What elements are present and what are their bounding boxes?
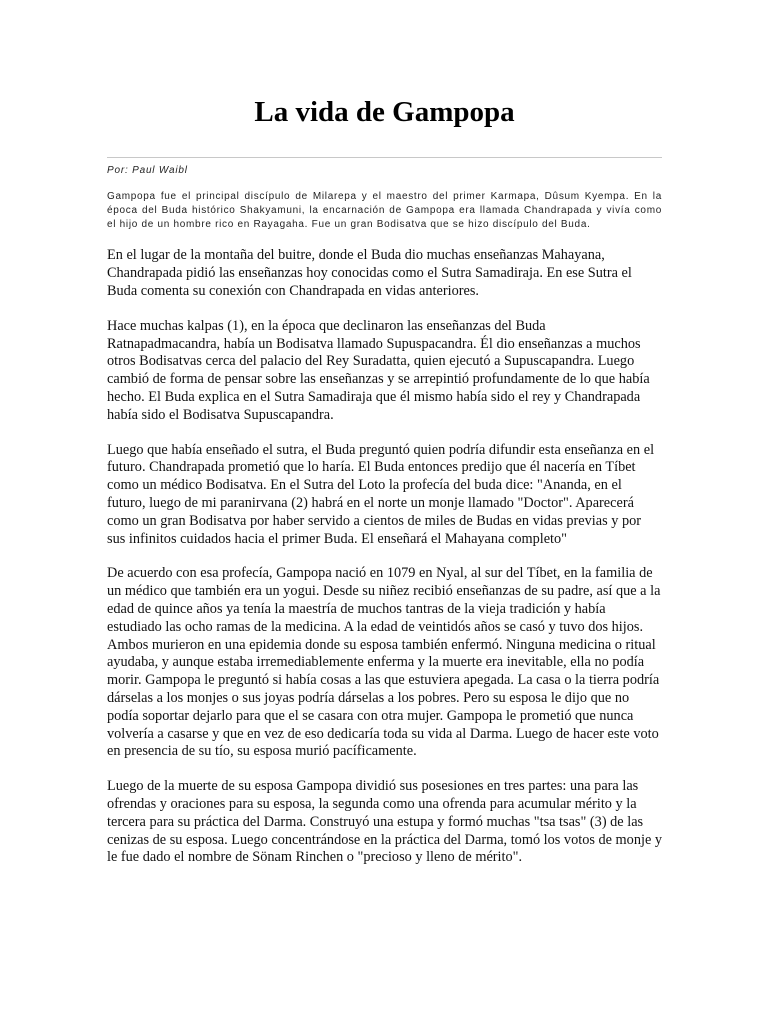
title-divider <box>107 157 662 158</box>
body-paragraph: En el lugar de la montaña del buitre, donde el Buda dio muchas enseñanzas Mahayana, Chandrapada pidió las enseñanzas hoy conocidas como el Sutra Samadiraja. En ese Sutra el Buda comenta su conexión con Chandrapada en vidas anteriores. <box>107 247 632 299</box>
document-page <box>107 0 662 867</box>
author-byline: Por: Paul Waibl <box>107 165 188 176</box>
page-title: La vida de Gampopa <box>254 96 515 128</box>
body-paragraph: Luego de la muerte de su esposa Gampopa dividió sus posesiones en tres partes: una para las ofrendas y oraciones para su esposa, la segunda como una ofrenda para acumular mérito y la tercera para su práctica del Darma. Construyó una estupa y formó muchas "tsa tsas" (3) de las cenizas de su esposa. Luego concentrándose en la práctica del Darma, tomó los votos de monje y le fue dado el nombre de Sönam Rinchen o "precioso y lleno de mérito". <box>107 778 663 866</box>
body-paragraph: Hace muchas kalpas (1), en la época que declinaron las enseñanzas del Buda Ratnapadmacandra, había un Bodisatva llamado Supuspacandra. Él dio enseñanzas a muchos otros Bodisatvas cerca del palacio del Rey Suradatta, quien ejecutó a Supuscapandra. Luego cambió de forma de pensar sobre las enseñanzas y se arrepintió profundamente de lo que había hecho. El Buda explica en el Sutra Samadiraja que él mismo había sido el rey y Chandrapada había sido el Bodisatva Supuscapandra. <box>107 317 650 423</box>
summary-paragraph: Gampopa fue el principal discípulo de Milarepa y el maestro del primer Karmapa, Dûsum Kyempa. En la época del Buda histórico Shakyamuni, la encarnación de Gampopa era llamada Chandrapada y vivía como el hijo de un hombre rico en Rayagaha. Fue un gran Bodisatva que se hizo discípulo del Buda. <box>107 191 662 230</box>
body-paragraph: De acuerdo con esa profecía, Gampopa nació en 1079 en Nyal, al sur del Tíbet, en la familia de un médico que también era un yogui. Desde su niñez recibió enseñanzas de su padre, así que a la edad de quince años ya tenía la maestría de muchos tantras de la vieja tradición y había estudiado las ocho ramas de la medicina. A la edad de veintidós años se casó y tuvo dos hijos. Ambos murieron en una epidemia donde su esposa también enfermó. Ninguna medicina o ritual ayudaba, y aunque estaba irremediablemente enferma y la muerte era inevitable, ella no podía morir. Gampopa le preguntó si había cosas a las que estuviera apegada. La casa o la tierra podría dárselas a los monjes o sus joyas podría dárselas a los pobres. Pero su esposa le dijo que no podía soportar dejarlo para que el se casara con otra mujer. Gampopa le prometió que nunca volvería a casarse y que en vez de eso dedicaría toda su vida al Darma. Luego de hacer este voto en presencia de su tío, su esposa murió pacíficamente. <box>107 565 661 760</box>
body-paragraph: Luego que había enseñado el sutra, el Buda preguntó quien podría difundir esta enseñanza en el futuro. Chandrapada prometió que lo haría. El Buda entonces predijo que él nacería en Tíbet como un médico Bodisatva. En el Sutra del Loto la profecía del buda dice: "Ananda, en el futuro, luego de mi paranirvana (2) habrá en el norte un monje llamado "Doctor". Aparecerá como un gran Bodisatva por haber servido a cientos de miles de Budas en vidas previas y por sus infinitos cuidados hacia el primer Buda. El enseñará el Mahayana completo" <box>107 441 655 547</box>
